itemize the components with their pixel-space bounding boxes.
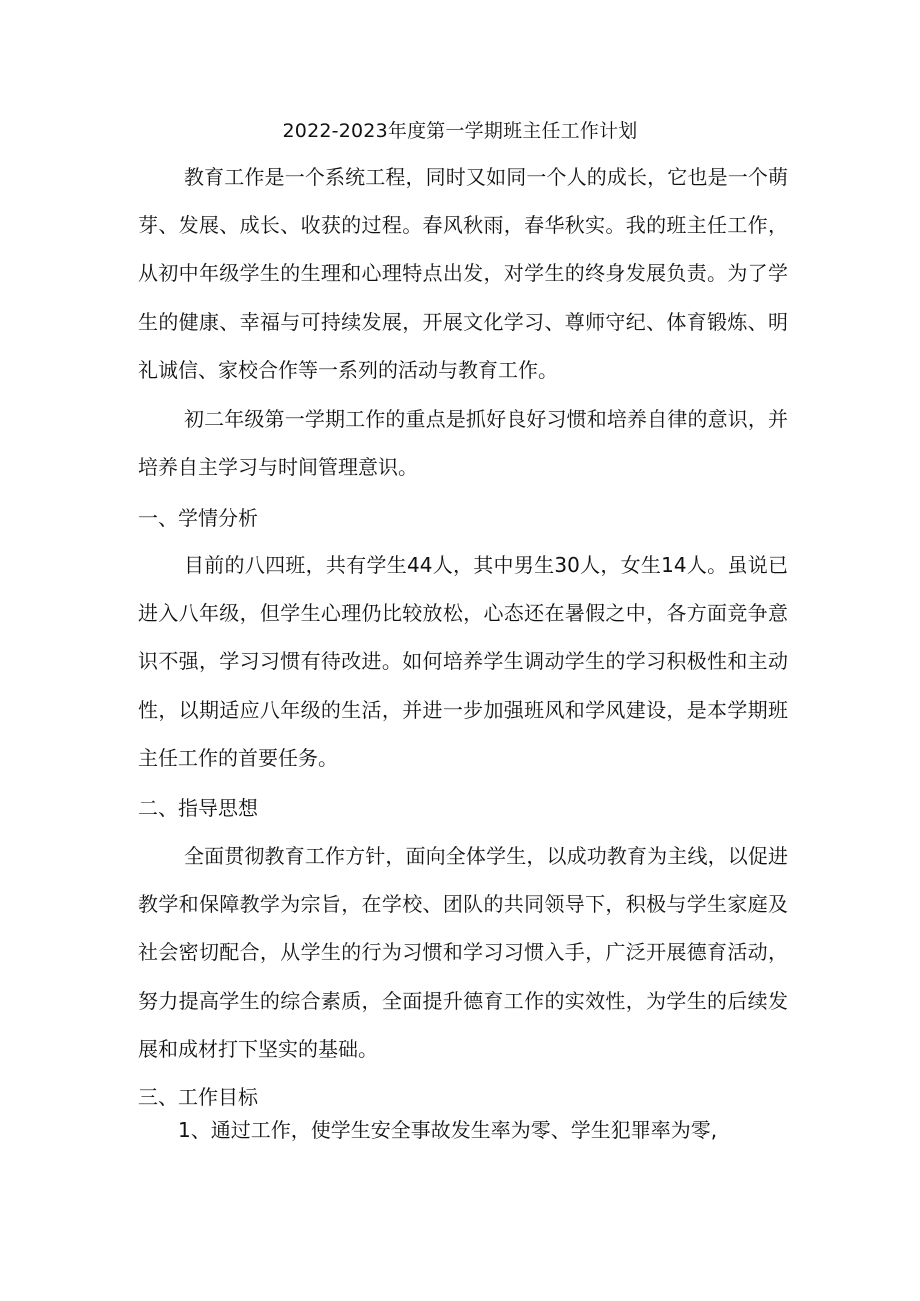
document-title: 2022-2023年度第一学期班主任工作计划	[282, 120, 638, 142]
section-heading-guiding-ideology: 二、指导思想	[138, 796, 258, 820]
section-heading-work-goals: 三、工作目标	[138, 1085, 258, 1109]
guiding-ideology-paragraph: 全面贯彻教育工作方针，面向全体学生，以成功教育为主线，以促进教学和保障教学为宗旨，在学校、团队的共同领导下，积极与学生家庭及社会密切配合，从学生的行为习惯和学习习惯入手，广泛开展德育活动，努力提高学生的综合素质，全面提升德育工作的实效性，为学生的后续发展和成材打下坚实的基础。	[138, 844, 788, 1061]
section-heading-learning-analysis: 一、学情分析	[138, 506, 258, 530]
intro-paragraph: 教育工作是一个系统工程，同时又如同一个人的成长，它也是一个萌芽、发展、成长、收获的过程。春风秋雨，春华秋实。我的班主任工作，从初中年级学生的生理和心理特点出发，对学生的终身发展负责。为了学生的健康、幸福与可持续发展，开展文化学习、尊师守纪、体育锻炼、明礼诚信、家校合作等一系列的活动与教育工作。	[138, 165, 788, 382]
work-goal-item: 1、通过工作，使学生安全事故发生率为零、学生犯罪率为零,	[178, 1118, 718, 1142]
learning-analysis-paragraph: 目前的八四班，共有学生44人，其中男生30人，女生14人。虽说已进入八年级，但学生心理仍比较放松，心态还在暑假之中，各方面竞争意识不强，学习习惯有待改进。如何培养学生调动学生的学习积极性和主动性，以期适应八年级的生活，并进一步加强班风和学风建设，是本学期班主任工作的首要任务。	[138, 553, 788, 770]
focus-paragraph: 初二年级第一学期工作的重点是抓好良好习惯和培养自律的意识，并培养自主学习与时间管理意识。	[138, 407, 788, 480]
